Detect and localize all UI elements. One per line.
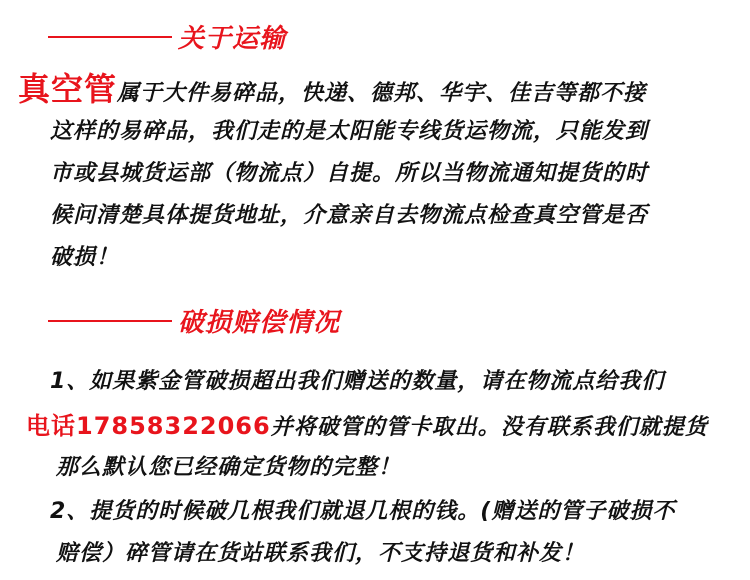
transport-line-1-text: 属于大件易碎品，快递、德邦、华宇、佳吉等都不接	[117, 81, 647, 106]
vacuum-tube-highlight: 真空管	[18, 70, 118, 108]
transport-heading-text: 关于运输	[178, 24, 287, 54]
phone-number: 电话17858322066	[26, 412, 271, 440]
damage-item-1-line-2	[26, 406, 708, 441]
heading-rule	[48, 320, 172, 322]
transport-line-3: 市或县城货运部（物流点）自提。所以当物流通知提货的时	[50, 161, 649, 186]
damage-item-1-line-1: 1、如果紫金管破损超出我们赠送的数量，请在物流点给我们	[50, 369, 665, 394]
damage-heading	[48, 302, 340, 339]
transport-line-2: 这样的易碎品，我们走的是太阳能专线货运物流，只能发到	[50, 119, 649, 144]
damage-item-1-line-3: 那么默认您已经确定货物的完整！	[56, 455, 402, 480]
transport-heading	[48, 18, 286, 55]
damage-heading-text: 破损赔偿情况	[178, 308, 341, 338]
transport-line-4: 候问清楚具体提货地址，介意亲自去物流点检查真空管是否	[50, 203, 649, 228]
damage-item-2-line-1: 2、提货的时候破几根我们就退几根的钱。(赠送的管子破损不	[50, 499, 676, 524]
transport-line-1	[18, 64, 646, 110]
transport-line-5: 破损！	[50, 245, 120, 270]
damage-item-2-line-2: 赔偿）碎管请在货站联系我们，不支持退货和补发！	[56, 541, 586, 566]
heading-rule	[48, 36, 172, 38]
damage-item-1-line-2-text: 并将破管的管卡取出。没有联系我们就提货	[270, 415, 708, 440]
